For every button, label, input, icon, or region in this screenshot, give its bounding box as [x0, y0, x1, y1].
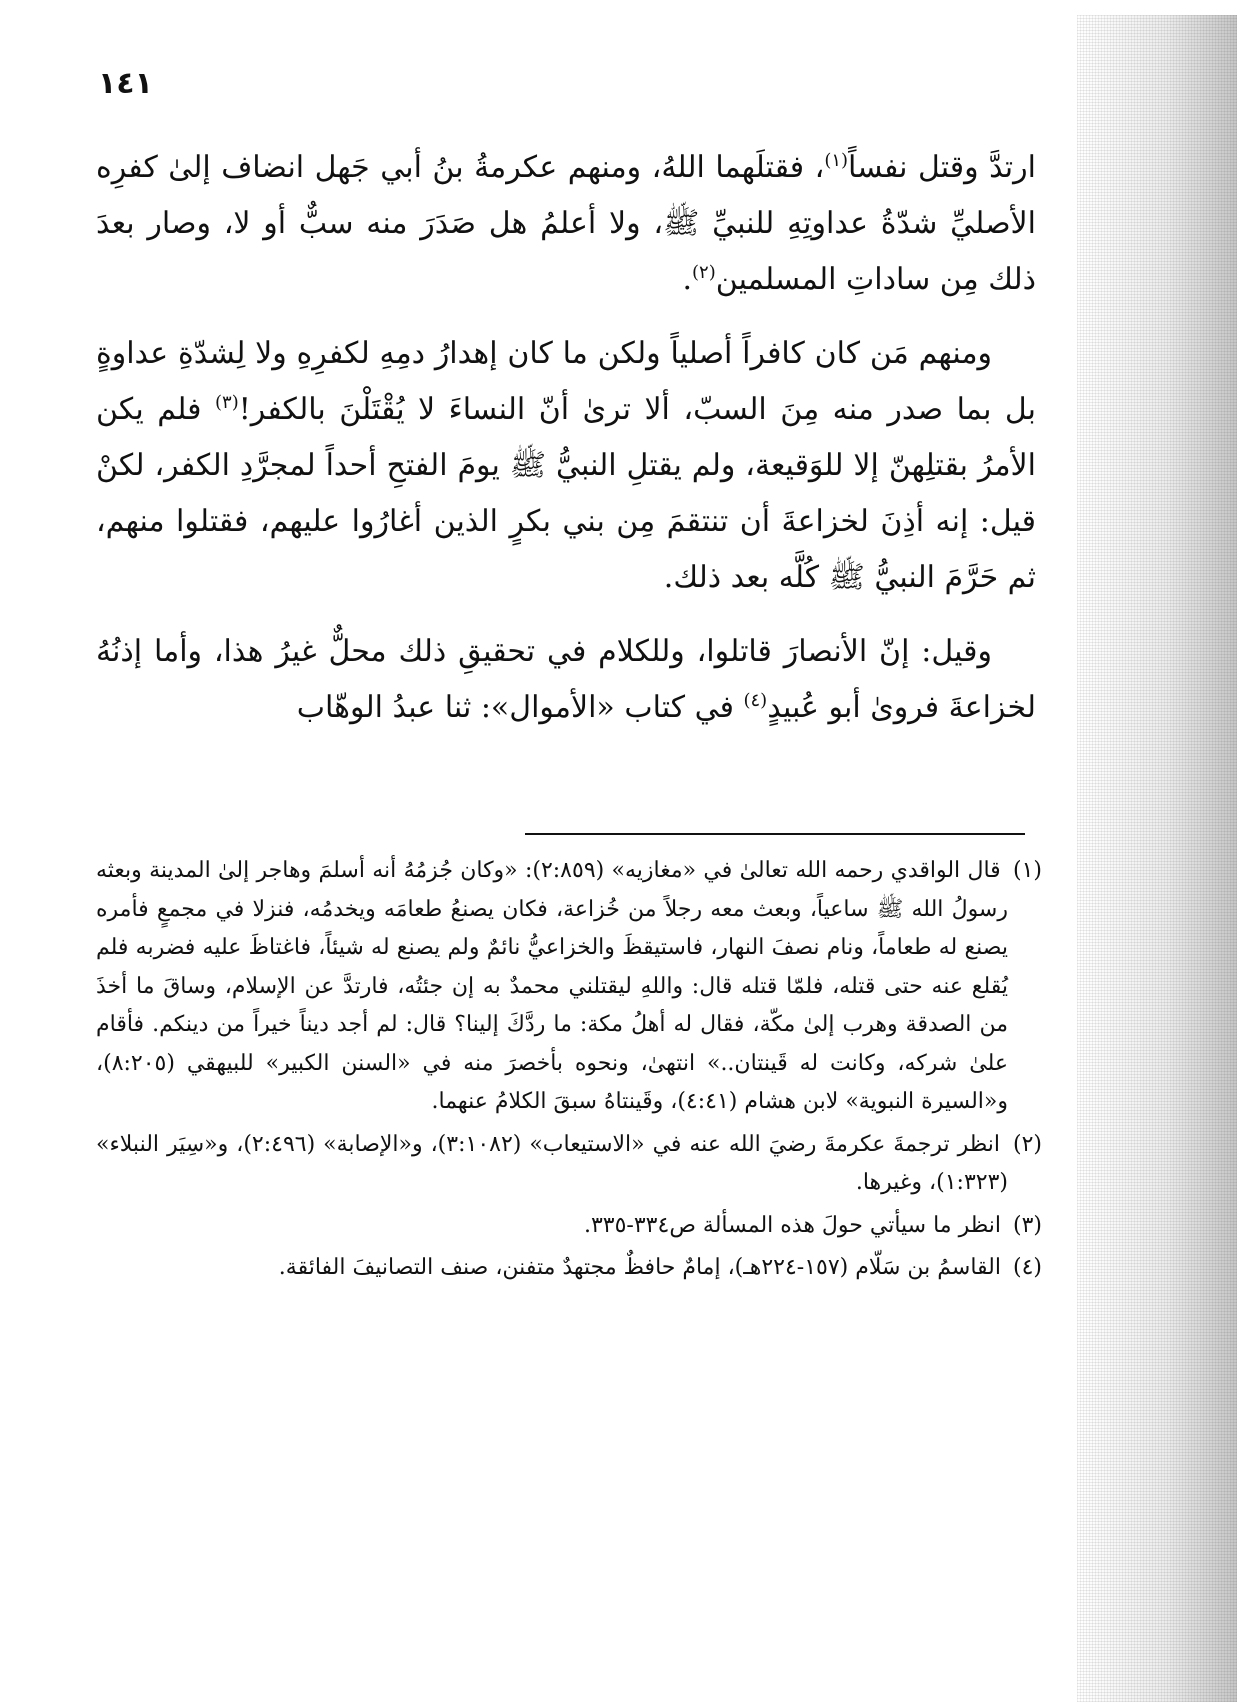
page-number: ١٤١: [98, 66, 153, 101]
paragraph-3: [96, 624, 1036, 736]
footnote-number: (٤): [1012, 1255, 1042, 1280]
paragraph-1: [96, 140, 1036, 308]
paragraph-1-part-c: .: [682, 262, 692, 297]
paragraph-1-part-a: ارتدَّ وقتل نفساً: [848, 150, 1036, 185]
footnote-number: (٢): [1012, 1131, 1042, 1157]
scan-spine-shadow: [1077, 15, 1237, 1702]
footnote-3: [96, 1207, 1042, 1246]
main-text: [96, 140, 1036, 754]
footnote-number: (١): [1012, 858, 1042, 883]
footnote-text: انظر ما سيأتي حولَ هذه المسألة ص٣٣٤-٣٣٥.: [583, 1212, 1001, 1238]
footnote-separator: [525, 833, 1025, 835]
footnote-number: (٣): [1012, 1212, 1042, 1238]
paragraph-2-part-a: ومنهم مَن كان كافراً أصلياً ولكن ما كان إهدارُ دمِهِ لكفرِهِ ولا لِشدّةِ عداوةٍ بل بما صدر منه مِنَ السبّ، ألا ترىٰ أنّ النساءَ لا يُقْتَلْنَ بالكفر!: [96, 336, 1036, 427]
footnote-ref-4: (٤): [743, 690, 768, 711]
paragraph-3-part-b: في كتاب «الأموال»: ثنا عبدُ الوهّاب: [296, 690, 744, 725]
paragraph-1-part-b: ، فقتلَهما اللهُ، ومنهم عكرمةُ بنُ أبي جَهل انضاف إلىٰ كفرِه الأصليِّ شدّةُ عداوتِهِ للنبيِّ ﷺ، ولا أعلمُ هل صَدَرَ منه سبٌّ أو لا، وصار بعدَ ذلك مِن ساداتِ المسلمين: [96, 150, 1036, 297]
footnote-4: [96, 1249, 1042, 1288]
footnote-2: [96, 1126, 1042, 1203]
footnote-text: انظر ترجمةَ عكرمةَ رضيَ الله عنه في «الاستيعاب» (٣:١٠٨٢)، و«الإصابة» (٢:٤٩٦)، و«سِيَر النبلاء» (١:٣٢٣)، وغيرها.: [96, 1131, 1008, 1195]
footnote-ref-3: (٣): [215, 392, 239, 413]
footnote-1: [96, 852, 1042, 1122]
footnote-text: قال الواقدي رحمه الله تعالىٰ في «مغازيه» (٢:٨٥٩): «وكان جُزمُهُ أنه أسلمَ وهاجر إلىٰ المدينة وبعثه رسولُ الله ﷺ ساعياً، وبعث معه رجلاً من خُزاعة، فكان يصنعُ طعامَه ويخدمُه، فنزلا في مجمعٍ فأمره يصنع له طعاماً، ونام نصفَ النهار، فاستيقظَ والخزاعيُّ نائمٌ ولم يصنع له شيئاً، فاغتاظَ عليه فضربه فلم يُقلع عنه حتى قتله، فلمّا قتله قال: واللهِ ليقتلني محمدٌ به إن جئتُه، فارتدَّ عن الإسلام، وساقَ ما أخذَ من الصدقة وهرب إلىٰ مكّة، فقال له أهلُ مكة: ما ردَّكَ إلينا؟ قال: لم أجد ديناً خيراً من دينكم. فأقام علىٰ شركه، وكانت له قَينتان..» انتهىٰ، ونحوه بأخصرَ منه في «السنن الكبير» للبيهقي (٨:٢٠٥)، و«السيرة النبوية» لابن هشام (٤:٤١)، وقَينتاهُ سبقَ الكلامُ عنهما.: [96, 858, 1008, 1114]
footnote-ref-2: (٢): [692, 262, 716, 283]
footnote-text: القاسمُ بن سَلّام (١٥٧-٢٢٤هـ)، إمامٌ حافظٌ مجتهدٌ متفنن، صنف التصانيفَ الفائقة.: [278, 1255, 1001, 1280]
footnote-ref-1: (١): [824, 150, 849, 171]
paragraph-2-part-b: فلم يكن الأمرُ بقتلِهنّ إلا للوَقيعة، ولم يقتلِ النبيُّ ﷺ يومَ الفتحِ أحداً لمجرَّدِ الكفر، لكنْ قيل: إنه أذِنَ لخزاعةَ أن تنتقمَ مِن بني بكرٍ الذين أغارُوا عليهم، فقتلوا منهم، ثم حَرَّمَ النبيُّ ﷺ كُلَّه بعد ذلك.: [96, 392, 1036, 595]
paragraph-3-part-a: وقيل: إنّ الأنصارَ قاتلوا، وللكلام في تحقيقِ ذلك محلٌّ غيرُ هذا، وأما إذنُهُ لخزاعةَ فروىٰ أبو عُبيدٍ: [96, 634, 1036, 725]
footnotes: [96, 852, 1042, 1292]
paragraph-2: [96, 326, 1036, 606]
